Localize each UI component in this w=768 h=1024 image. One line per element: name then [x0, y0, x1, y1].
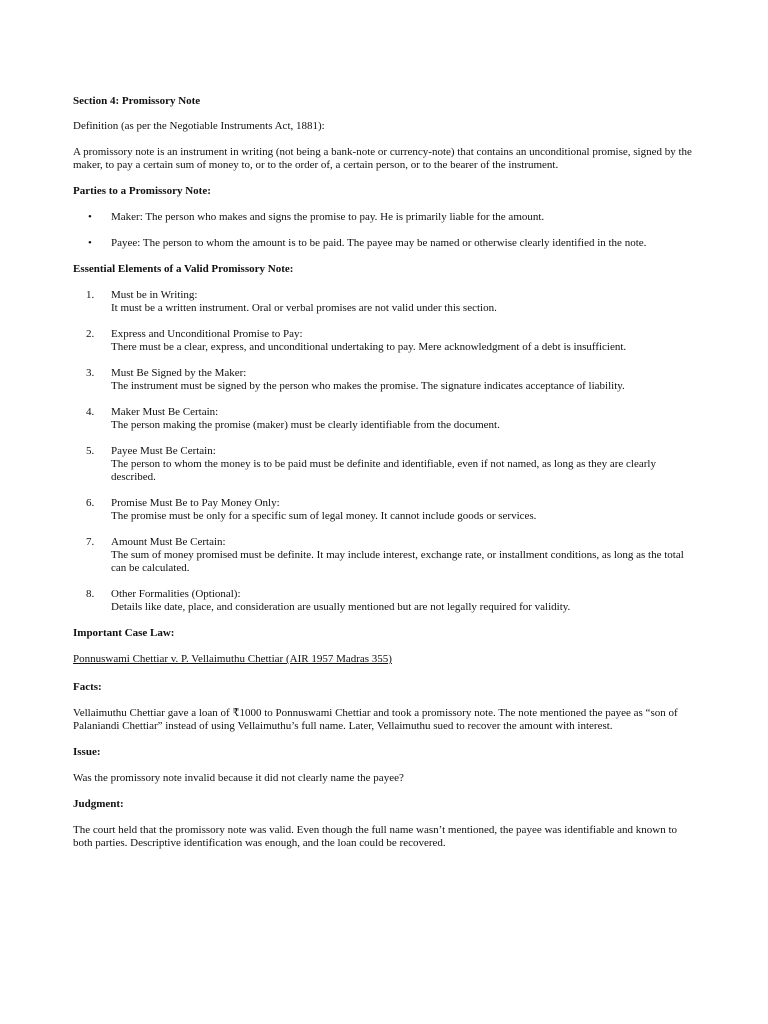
- item-number: 5.: [86, 445, 95, 457]
- bullet-marker: •: [88, 211, 92, 223]
- item-number: 3.: [86, 367, 95, 379]
- item-title: Amount Must Be Certain:: [111, 536, 226, 548]
- document-page: [73, 95, 698, 863]
- section-title: Section 4: Promissory Note: [73, 95, 201, 107]
- item-number: 2.: [86, 328, 95, 340]
- elements-heading: Essential Elements of a Valid Promissory Note:: [73, 263, 294, 275]
- list-item: [73, 237, 698, 250]
- facts-text: Vellaimuthu Chettiar gave a loan of ₹1000 to Ponnuswami Chettiar and took a promissory note. The note mentioned the payee as “son of Palaniandi Chettiar” instead of using Vellaimuthu’s full name. Later, Vellaimuthu sued to recover the amount with interest.: [73, 707, 678, 732]
- list-item: [73, 536, 698, 575]
- item-title: Maker Must Be Certain:: [111, 406, 219, 418]
- item-title: Promise Must Be to Pay Money Only:: [111, 497, 280, 509]
- list-item: [73, 211, 698, 224]
- item-title: Must be in Writing:: [111, 289, 198, 301]
- case-title: Ponnuswami Chettiar v. P. Vellaimuthu Chettiar (AIR 1957 Madras 355): [73, 653, 392, 665]
- party-payee-text: Payee: The person to whom the amount is to be paid. The payee may be named or otherwise clearly identified in the note.: [111, 237, 647, 249]
- judgment-heading: Judgment:: [73, 798, 124, 810]
- list-item: [73, 445, 698, 484]
- list-item: [73, 588, 698, 614]
- item-number: 4.: [86, 406, 95, 418]
- facts-heading: Facts:: [73, 681, 102, 693]
- item-description: Details like date, place, and consideration are usually mentioned but are not legally required for validity.: [111, 601, 571, 613]
- definition-label: Definition (as per the Negotiable Instruments Act, 1881):: [73, 120, 325, 132]
- list-item: [73, 289, 698, 315]
- elements-list: [73, 289, 698, 614]
- list-item: [73, 406, 698, 432]
- case-law-heading: Important Case Law:: [73, 627, 175, 639]
- item-description: The sum of money promised must be definite. It may include interest, exchange rate, or installment conditions, as long as the total can be calculated.: [111, 549, 684, 574]
- item-title: Payee Must Be Certain:: [111, 445, 216, 457]
- parties-list: [73, 211, 698, 250]
- judgment-text: The court held that the promissory note was valid. Even though the full name wasn’t mentioned, the payee was identifiable and known to both parties. Descriptive identification was enough, and the loan could be recovered.: [73, 824, 678, 849]
- list-item: [73, 367, 698, 393]
- item-number: 1.: [86, 289, 95, 301]
- item-description: It must be a written instrument. Oral or verbal promises are not valid under this section.: [111, 302, 497, 314]
- item-title: Express and Unconditional Promise to Pay:: [111, 328, 303, 340]
- item-number: 8.: [86, 588, 95, 600]
- item-description: The person making the promise (maker) must be clearly identifiable from the document.: [111, 419, 500, 431]
- definition-text: A promissory note is an instrument in writing (not being a bank-note or currency-note) that contains an unconditional promise, signed by the maker, to pay a certain sum of money to, or to the order of, a certain person, or to the bearer of the instrument.: [73, 146, 692, 171]
- party-maker-text: Maker: The person who makes and signs the promise to pay. He is primarily liable for the amount.: [111, 211, 545, 223]
- item-description: The instrument must be signed by the person who makes the promise. The signature indicates acceptance of liability.: [111, 380, 625, 392]
- item-description: There must be a clear, express, and unconditional undertaking to pay. Mere acknowledgment of a debt is insufficient.: [111, 341, 627, 353]
- item-description: The person to whom the money is to be paid must be definite and identifiable, even if not named, as long as they are clearly described.: [111, 458, 656, 483]
- parties-heading: Parties to a Promissory Note:: [73, 185, 211, 197]
- item-title: Must Be Signed by the Maker:: [111, 367, 247, 379]
- issue-text: Was the promissory note invalid because it did not clearly name the payee?: [73, 772, 404, 784]
- issue-heading: Issue:: [73, 746, 101, 758]
- item-title: Other Formalities (Optional):: [111, 588, 241, 600]
- item-number: 7.: [86, 536, 95, 548]
- item-number: 6.: [86, 497, 95, 509]
- list-item: [73, 328, 698, 354]
- list-item: [73, 497, 698, 523]
- bullet-marker: •: [88, 237, 92, 249]
- item-description: The promise must be only for a specific sum of legal money. It cannot include goods or services.: [111, 510, 537, 522]
